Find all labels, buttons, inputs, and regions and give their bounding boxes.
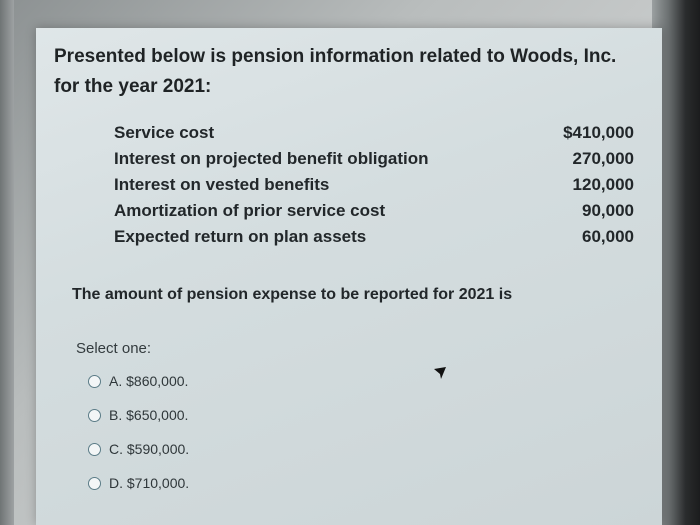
radio-button-icon[interactable] bbox=[88, 443, 101, 456]
option-label: B. $650,000. bbox=[109, 407, 189, 423]
option-c[interactable] bbox=[88, 432, 189, 466]
option-label: D. $710,000. bbox=[109, 475, 190, 491]
cost-row-amortization bbox=[114, 198, 634, 224]
cost-row-interest-pbo bbox=[114, 146, 634, 172]
option-d[interactable] bbox=[88, 466, 189, 500]
cost-amount: 270,000 bbox=[572, 149, 634, 168]
cost-row-service-cost bbox=[114, 120, 634, 146]
select-one-label: Select one: bbox=[76, 340, 152, 357]
cost-label: Interest on projected benefit obligation bbox=[114, 149, 429, 168]
answer-options bbox=[88, 364, 189, 500]
cost-amount: 120,000 bbox=[572, 175, 634, 194]
cost-amount: 90,000 bbox=[582, 201, 634, 220]
cost-row-interest-vested bbox=[114, 172, 634, 198]
radio-button-icon[interactable] bbox=[88, 375, 101, 388]
arrow-cursor-icon bbox=[432, 366, 448, 380]
pension-cost-list bbox=[114, 120, 634, 250]
option-label: A. $860,000. bbox=[109, 373, 189, 389]
cost-label: Interest on vested benefits bbox=[114, 175, 330, 194]
radio-button-icon[interactable] bbox=[88, 409, 101, 422]
question-prompt: The amount of pension expense to be reported for 2021 is bbox=[72, 286, 513, 303]
cost-label: Amortization of prior service cost bbox=[114, 201, 386, 220]
radio-button-icon[interactable] bbox=[88, 477, 101, 490]
question-panel bbox=[36, 28, 662, 525]
cost-row-expected-return bbox=[114, 224, 634, 250]
cost-label: Service cost bbox=[114, 123, 215, 142]
cost-amount: $410,000 bbox=[563, 123, 634, 142]
cost-amount: 60,000 bbox=[582, 227, 634, 246]
screen-edge-left bbox=[0, 0, 14, 525]
cost-label: Expected return on plan assets bbox=[114, 227, 367, 246]
option-label: C. $590,000. bbox=[109, 441, 190, 457]
question-text: Presented below is pension information related to Woods, Inc. for the year 2021: bbox=[54, 46, 617, 97]
option-b[interactable] bbox=[88, 398, 189, 432]
option-a[interactable] bbox=[88, 364, 189, 398]
